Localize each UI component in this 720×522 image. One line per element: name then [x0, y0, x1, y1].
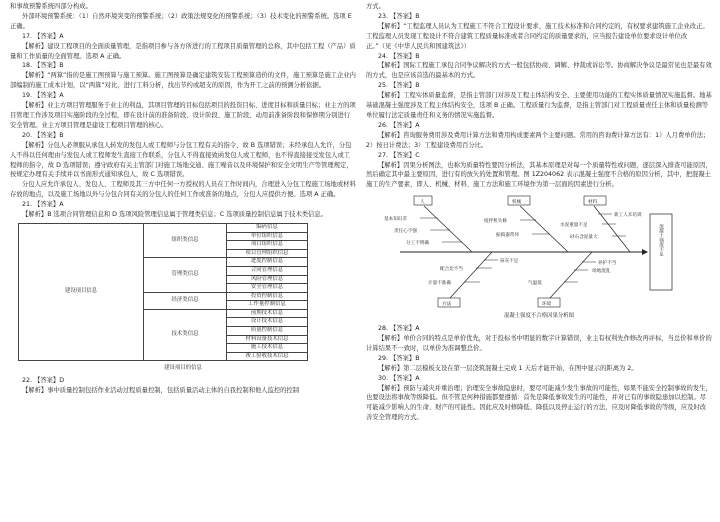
explanation-30: 【解析】预防与减灾并重治理；治理安全事故隐患时，要尽可能减少发生事故的可能性，如果不能安全控制事故的发生，也要设法将事故等级降低。但不管是何种措施都要遵循：首先是降低事故发生的可能性，并对已有的事故隐患加以控制。尽可能减少影响人的生命、财产的可能性。因此应及时修降低、降低以及停止运行的方法，应及时降低事故的等级，应及时改善安全管理的方式。 — [366, 384, 712, 422]
table-item-cell: 投资控制信息 — [227, 292, 308, 301]
explanation-21: 【解析】B 选项合同管理信息和 D 选项风险管理信息属于管理类信息；C 选项质量控制信息属于技术类信息。 — [22, 211, 327, 219]
explanation-25: 【解析】工程实体质量监督，是指主管部门对涉及工程主体结构安全、主要使用功能的工程实体质量情况实施监督。地基基础混凝土强度涉及工程主体结构安全，选项 B 正确。工程质量行为监督，是指主管部门对工程质量责任主体和质量检测等单位履行法定质量责任和义务的情况实施监督。 — [366, 92, 712, 119]
answer-25: 25. 【答案】B — [378, 82, 420, 90]
explanation-26: 【解析】咨询服务费用涉及费用计算方法和费用构成要素两个主要问题。常用的咨询费计算方法有：1）人月费单价法；2）按日计费法；3）工程建设费用百分比。 — [366, 131, 710, 149]
cause-label: 搅拌机失修 — [484, 219, 507, 225]
table-item-cell: 单位组织信息 — [227, 232, 308, 241]
explanation-29: 【解析】第二层模板支设在第一层浇筑混凝土完成 1 天后才能开始，在图中显示的距离为 2。 — [378, 364, 638, 372]
answer-30: 30. 【答案】A — [378, 374, 420, 382]
table-item-cell: 编码信息 — [227, 223, 308, 232]
answer-18: 18. 【答案】B — [22, 62, 64, 70]
table-item-cell: 施工技术信息 — [227, 344, 308, 353]
cause-label: 新工人未培训 — [614, 213, 642, 219]
answer-19: 19. 【答案】A — [22, 92, 64, 100]
answer-23: 23. 【答案】B — [378, 12, 420, 20]
table-item-cell: 材料设备技术信息 — [227, 335, 308, 344]
table-group-cell: 组织类信息 — [144, 223, 227, 257]
cause-label: 分工不明确 — [406, 241, 429, 247]
bone-man — [424, 206, 472, 252]
paragraph: 方式。 — [366, 3, 385, 10]
cause-label: 振捣器常坏 — [496, 233, 519, 239]
cause-label: 抹灰不足 — [500, 259, 519, 265]
explanation-23: 【解析】“工程监理人员认为工程施工不符合工程设计要求、施工技术标准和合同约定的，有权要求建筑施工企业改正。工程监理人员发现工程设计不符合建筑工程质量标准或者合同约定的质量要求的，应当报告建设单位要求设计单位改正。”（见《中华人民共和国建筑法》） — [366, 22, 709, 50]
table-item-cell: 设计技术信息 — [227, 318, 308, 327]
table-caption: 建设项目的信息 — [164, 365, 202, 372]
table-item-cell: 项目组织信息 — [227, 241, 308, 250]
category-material: 材料 — [588, 200, 598, 206]
cause-label: 计量不准确 — [428, 281, 451, 287]
answer-27: 27. 【答案】C — [378, 151, 420, 159]
answer-28: 28. 【答案】A — [378, 325, 420, 333]
figure-caption: 混凝土强度不合格因果分析图 — [503, 313, 575, 320]
table-group-cell: 技术类信息 — [144, 309, 227, 361]
explanation-17: 【解析】建设工程项目的全面质量管理，是指项目参与各方所进行的工程项目质量管理的总称，其中包括工程（产品）质量和工作质量的全面管理。选项 A 正确。 — [10, 42, 356, 60]
table-group-cell: 管理类信息 — [144, 258, 227, 292]
project-info-table — [18, 223, 308, 362]
category-environment: 环境 — [542, 302, 552, 308]
category-machine: 机械 — [512, 200, 522, 206]
cause-label: 砂石含泥量大 — [570, 235, 598, 241]
explanation-22: 【解析】事中质量控制包括作业活动过程质量控制，包括质量活动主体的自我控制和他人监控的控制 — [22, 387, 300, 395]
cause-label: 水泥重量不足 — [560, 223, 588, 229]
table-row — [19, 223, 308, 232]
effect-label: 混凝土强度不足 — [658, 224, 664, 257]
explanation-20: 【解析】分包人必须服从承包人转发的发包人或工程师与分包工程有关的指令，故 B 选项错误；未经承包人允许，分包人不得以任何理由与发包人或工程师发生直接工作联系，分包人不得直接致函发包人或工程师，也不得直接接受发包人或工程师的指令，故 D 选项错误；遵守政府有关主管部门对施工场地交通、施工噪音以及环境保护和安全文明生产等管理规定，按规定办理有关手续并以书面形式通知承包人，故 C 选项错误。 — [10, 141, 353, 179]
answer-21: 21. 【答案】A — [22, 201, 64, 209]
explanation-24: 【解析】国际工程施工承包合同争议解决的方式一般包括协商、调解、仲裁或诉讼等。协商解决争议是最常见也是最有效的方式，也是应该首选的最基本的方式。 — [366, 62, 712, 80]
table-root-cell: 建设项目信息 — [19, 223, 144, 361]
answer-22: 22. 【答案】D — [22, 377, 65, 385]
left-column — [10, 2, 356, 396]
category-method: 方法 — [442, 302, 452, 308]
arrow-head — [642, 249, 648, 255]
cause-label: 场地混乱 — [592, 269, 611, 275]
cause-label: 基本知识差 — [384, 217, 407, 223]
explanation-18: 【解析】“两算”指的是施工图预算与施工预算。施工图预算是确定建筑安装工程预算造价的文件，施工预算是施工企业内部编制的施工成本计划，以“两算”对比，进行工料分析，找出节约或超支的原因，作为开工之前的预测分析依据。 — [10, 72, 356, 90]
cause-label: 责任心不强 — [394, 229, 417, 235]
table-item-cell: 进度控制信息 — [227, 258, 308, 267]
paragraph: 和事故预警系统四部分构成。 — [10, 3, 92, 10]
answer-17: 17. 【答案】A — [22, 32, 64, 40]
answer-20: 20. 【答案】B — [22, 131, 64, 139]
table-group-cell: 经济类信息 — [144, 292, 227, 309]
category-man: 人 — [420, 200, 425, 206]
answer-26: 26. 【答案】A — [378, 121, 420, 129]
table-item-cell: 安全管理信息 — [227, 284, 308, 293]
table-item-cell: 项目管理组织信息 — [227, 249, 308, 258]
answer-29: 29. 【答案】B — [378, 354, 420, 362]
table-item-cell: 合同管理信息 — [227, 266, 308, 275]
explanation-19: 【解析】业主方项目管理服务于业主的利益，其项目管理的目标包括项目的投资目标、进度目标和质量目标；业主方的项目管理工作涉及项目实施阶段的全过程，即在设计前的准备阶段、设计阶段、施工阶段、动用前准备阶段和保修期分别进行安全管理。业主方项目管理是建设工程项目管理的核心。 — [10, 102, 356, 129]
cause-label: 气温低 — [528, 281, 542, 287]
explanation-27: 【解析】因果分析图法，也称为质量特性要因分析法，其基本原理是对每一个质量特性或问题，逐层深入排查可能原因，然后确定其中最主要原因，进行有的放矢的处置和管理。图 1Z204062 表示混凝土强度不合格的原因分析，其中，把混凝土施工的生产要素，即人、机械、材料、施工方法和施工环境作为第一层面的因素进行分析。 — [366, 161, 712, 189]
table-item-cell: 前期技术信息 — [227, 309, 308, 318]
bone-environment — [550, 252, 592, 298]
paragraph: 外部环境预警系统：（1）自然环境突变的预警系统；（2）政策法规变化的预警系统；（3）技术变化的预警系统。选项 E 正确。 — [10, 12, 352, 30]
right-column — [366, 2, 712, 423]
explanation-20-continued: 分包人应允许承包人、发包人、工程师及其三方中任何一方授权的人员在工作时间内，合理进入分包工程施工场地或材料存放的地点，以及施工场地以外与分包合同有关的分包人的任何工作或准备的地点，分包人应提供方便。选项 A 正确。 — [10, 181, 356, 199]
table-item-cell: 竣工验收技术信息 — [227, 352, 308, 361]
fishbone-diagram — [380, 194, 680, 310]
cause-label: 养护不当 — [598, 261, 617, 267]
bone-machine — [520, 206, 568, 252]
table-item-cell: 风险管理信息 — [227, 275, 308, 284]
bone-method — [450, 252, 492, 298]
explanation-28: 【解析】单价合同的特点是单价优先，对于投标书中明显的数字计算错误，业主有权利先作修改再评标，当总价和单价的计算结果不一致时，以单价为准调整总价。 — [366, 335, 712, 352]
table-item-cell: 工作量控制信息 — [227, 301, 308, 310]
answer-24: 24. 【答案】B — [378, 52, 420, 60]
table-item-cell: 质量控制信息 — [227, 327, 308, 336]
cause-label: 配合比不当 — [440, 267, 463, 273]
